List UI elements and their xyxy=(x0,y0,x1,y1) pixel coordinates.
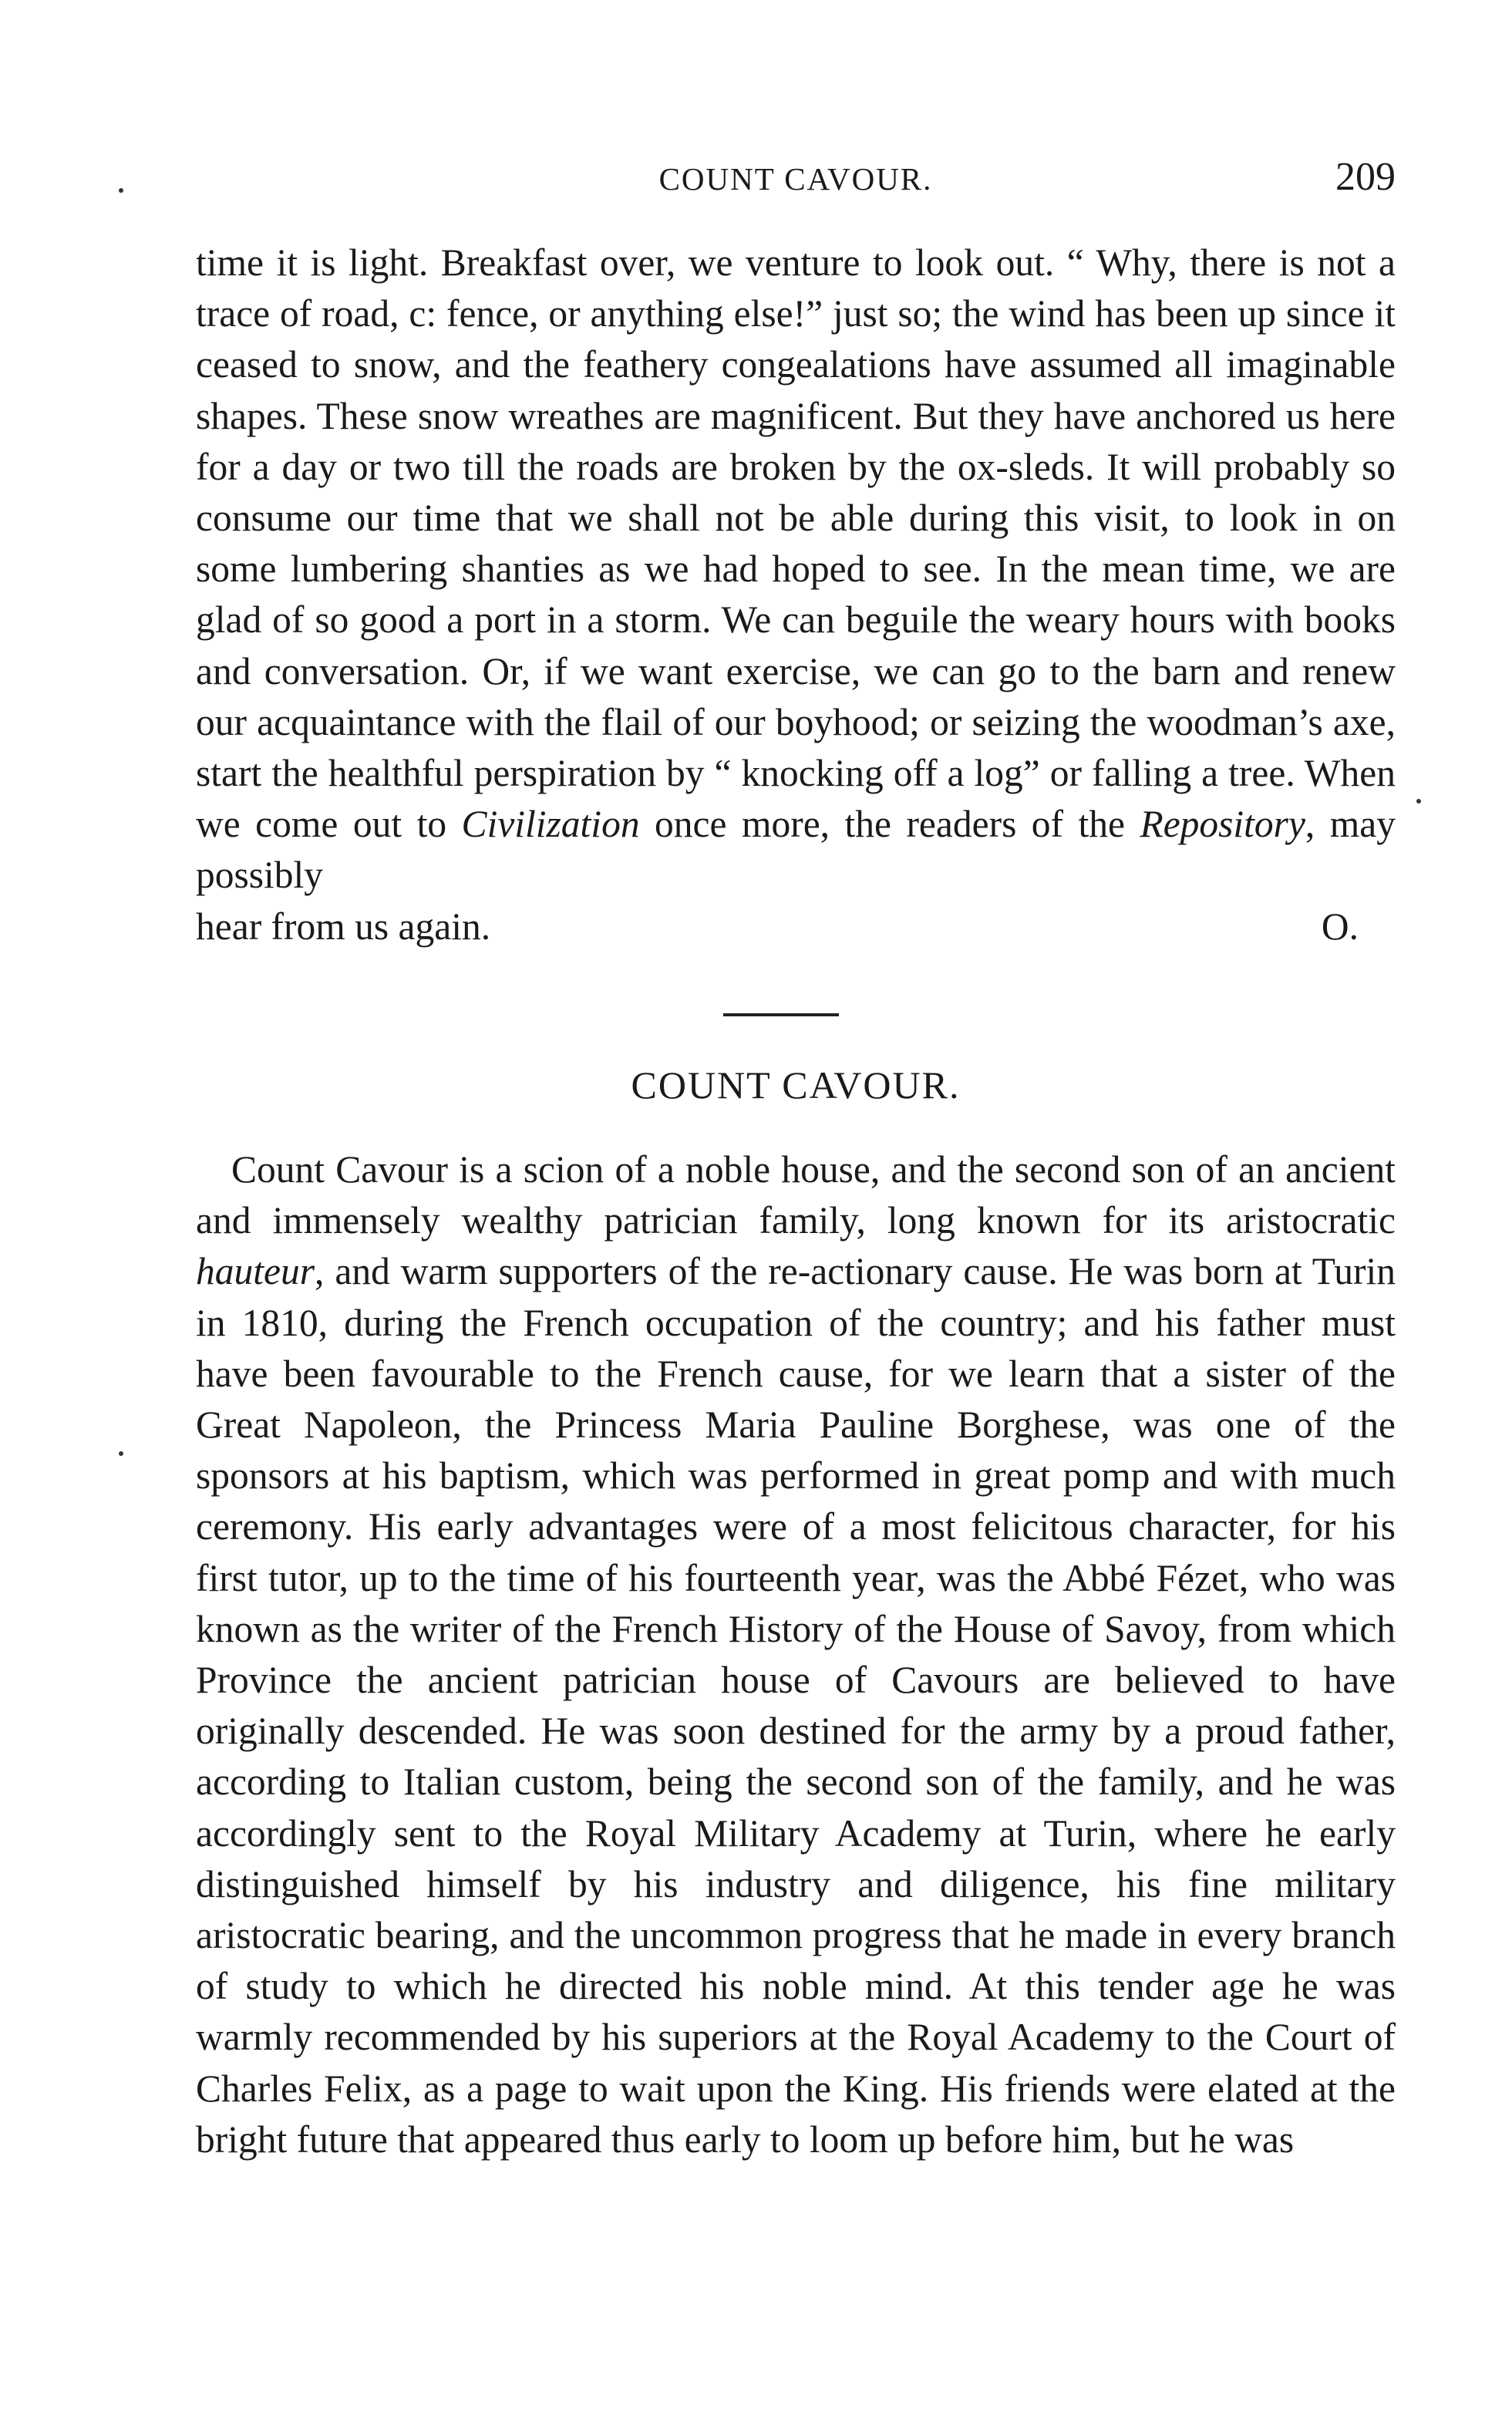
italic-term-hauteur: hauteur xyxy=(196,1250,315,1293)
article-heading: COUNT CAVOUR. xyxy=(631,1063,961,1107)
text-run: Count Cavour is a scion of a noble house, and the second son of an ancient and immensely wealthy patrician family, long known for its aristocratic xyxy=(196,1148,1396,1242)
text-run: , and warm supporters of the re-actionary cause. He was born at Turin in 1810, during the French occupation of the country; and his father must have been favourable to the French cause, for we learn that a sister of the Great Napoleon, the Princess Maria Pauline Borghese, was one of the sponsors at his baptism, which was performed in great pomp and with much ceremony. His early advantages were of a most felicitous character, for his first tutor, up to the time of his fourteenth year, was the Abbé Fézet, who was known as the writer of the French History of the House of Savoy, from which Province the ancient patrician house of Cavours are believed to have originally descended. He was soon destined for the army by a proud father, according to Italian custom, being the second son of the family, and he was accordingly sent to the Royal Military Academy at Turin, where he early distinguished himself by his industry and diligence, his fine military aristocratic bearing, and the uncommon progress that he made in every branch of study to which he directed his noble mind. At this tender age he was warmly recommended by his superiors at the Royal Academy to the Court of Charles Felix, as a page to wait upon the King. His friends were elated at the bright future that appeared thus early to loom up before him, but he was xyxy=(196,1250,1396,2161)
running-title: COUNT CAVOUR. xyxy=(658,161,933,197)
text-run: , may possibly xyxy=(196,803,1396,897)
author-signature: O. xyxy=(1321,905,1359,948)
continued-paragraph xyxy=(196,238,1396,952)
ink-speck xyxy=(1416,799,1421,804)
text-run: time it is light. Breakfast over, we venture to look out. “ Why, there is not a trace of road, c: fence, or anything else!” just so; the wind has been up since it ceased to snow, and the feathery congealations have assumed all imaginable shapes. These snow wreathes are magnificent. But they have anchored us here for a day or two till the roads are broken by the ox-sleds. It will probably so consume our time that we shall not be able during this visit, to look in on some lumbering shanties as we had hoped to see. In the mean time, we are glad of so good a port in a storm. We can beguile the weary hours with books and conversation. Or, if we want exercise, we can go to the barn and renew our acquaintance with the flail of our boyhood; or seizing the woodman’s axe, start the healthful perspiration by “ knocking off a log” or falling a tree. When we come out to xyxy=(196,241,1396,846)
text-run: once more, the readers of the xyxy=(639,803,1140,846)
article-body xyxy=(196,1144,1396,2165)
italic-term-civilization: Civilization xyxy=(461,803,640,846)
closing-line xyxy=(196,901,1396,952)
continued-paragraph-text xyxy=(196,238,1396,901)
italic-term-repository: Repository xyxy=(1140,803,1305,846)
ink-speck xyxy=(119,188,123,193)
running-head xyxy=(196,154,1396,208)
article-paragraph xyxy=(196,1144,1396,2165)
section-divider xyxy=(723,1013,839,1016)
ink-speck xyxy=(119,1451,123,1456)
closing-text: hear from us again. xyxy=(196,905,491,948)
page-number: 209 xyxy=(1335,155,1396,199)
